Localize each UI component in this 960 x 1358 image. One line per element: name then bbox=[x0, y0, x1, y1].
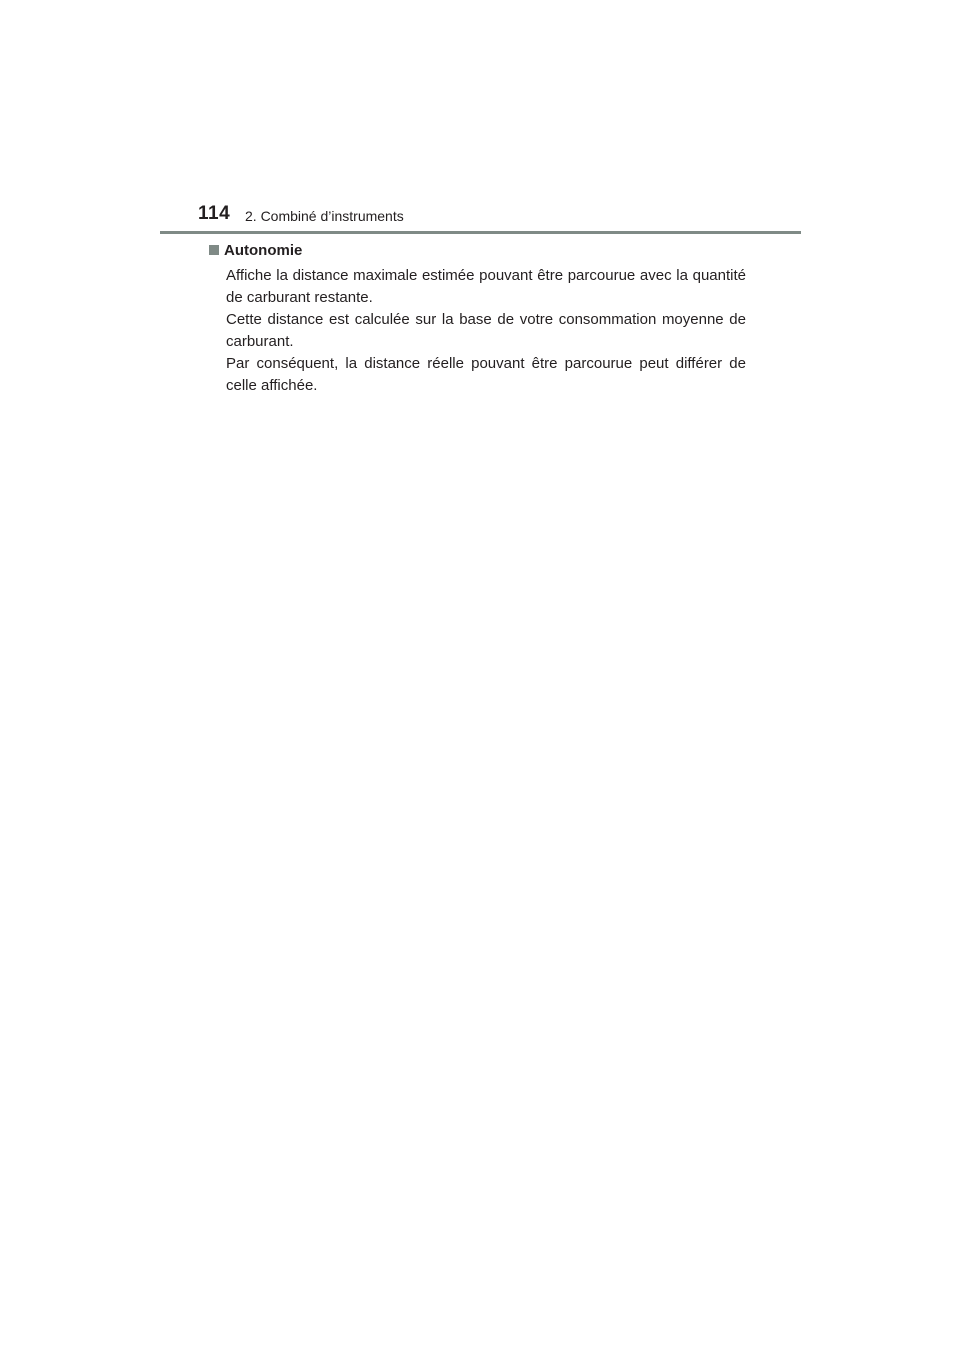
paragraph-1: Affiche la distance maximale estimée pouvant être parcourue avec la quantité de carburant restante. bbox=[226, 267, 746, 306]
paragraph-2: Cette distance est calculée sur la base de votre consommation moyenne de carburant. bbox=[226, 311, 746, 350]
section-heading-text: Autonomie bbox=[224, 242, 303, 259]
section-heading bbox=[209, 242, 302, 259]
page-number: 114 bbox=[198, 203, 231, 224]
header-divider bbox=[160, 231, 801, 234]
chapter-title: 2. Combiné d’instruments bbox=[245, 208, 404, 224]
square-bullet-icon bbox=[209, 245, 219, 255]
paragraph-3: Par conséquent, la distance réelle pouvant être parcourue peut différer de celle affichée. bbox=[226, 355, 746, 394]
page-header bbox=[0, 0, 960, 240]
